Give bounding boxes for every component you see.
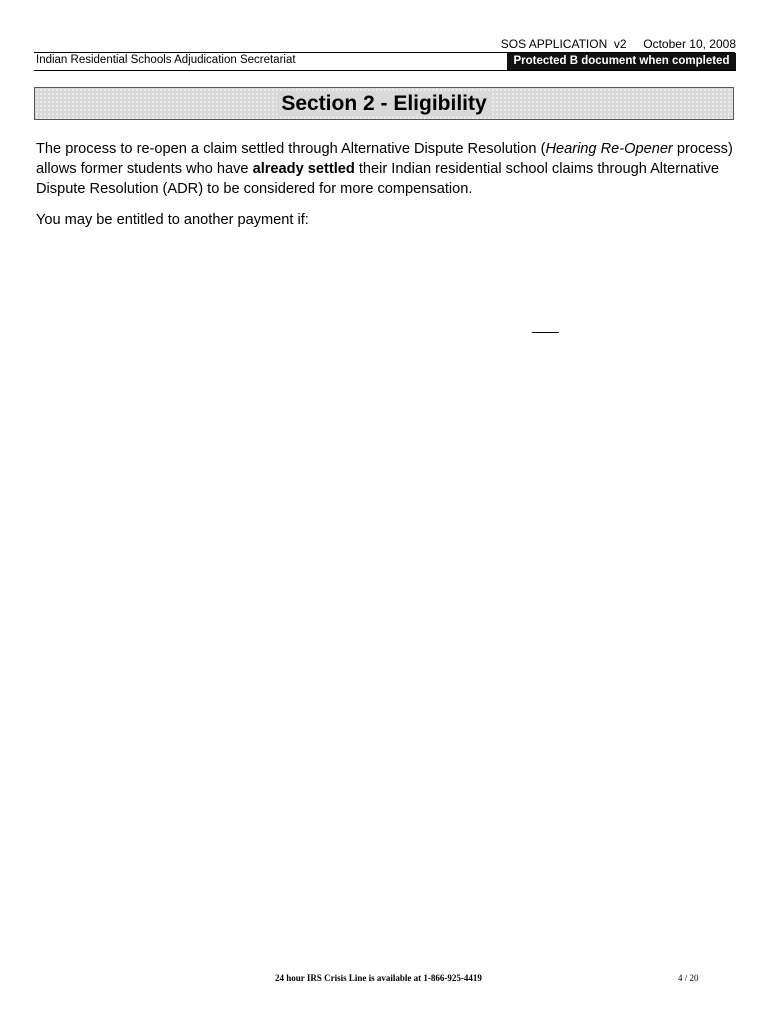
header-version-date — [501, 37, 736, 51]
section-title: Section 2 - Eligibility — [35, 88, 733, 119]
section-header-bar — [34, 87, 734, 120]
bold-term: already settled — [252, 161, 355, 177]
organization-name: Indian Residential Schools Adjudication Secretariat — [36, 54, 296, 66]
page-number: 4 / 20 — [678, 973, 699, 983]
eligibility-lead: You may be entitled to another payment if: — [36, 212, 309, 228]
crisis-line-footer: 24 hour IRS Crisis Line is available at 1-866-925-4419 — [275, 973, 482, 983]
document-date: October 10, 2008 — [643, 37, 736, 51]
intro-paragraph: The process to re-open a claim settled through Alternative Dispute Resolution (Hearing Re-Opener process) allows former students who have already settled their Indian residential school claims through Alternative Dispute Resolution (ADR) to be considered for more compensation. — [36, 141, 733, 197]
short-rule — [532, 332, 559, 333]
protected-badge: Protected B document when completed — [507, 53, 736, 70]
italic-term: Hearing Re-Opener — [545, 141, 673, 157]
header-rule-bottom — [34, 70, 736, 71]
app-version: SOS APPLICATION v2 — [500, 37, 627, 51]
